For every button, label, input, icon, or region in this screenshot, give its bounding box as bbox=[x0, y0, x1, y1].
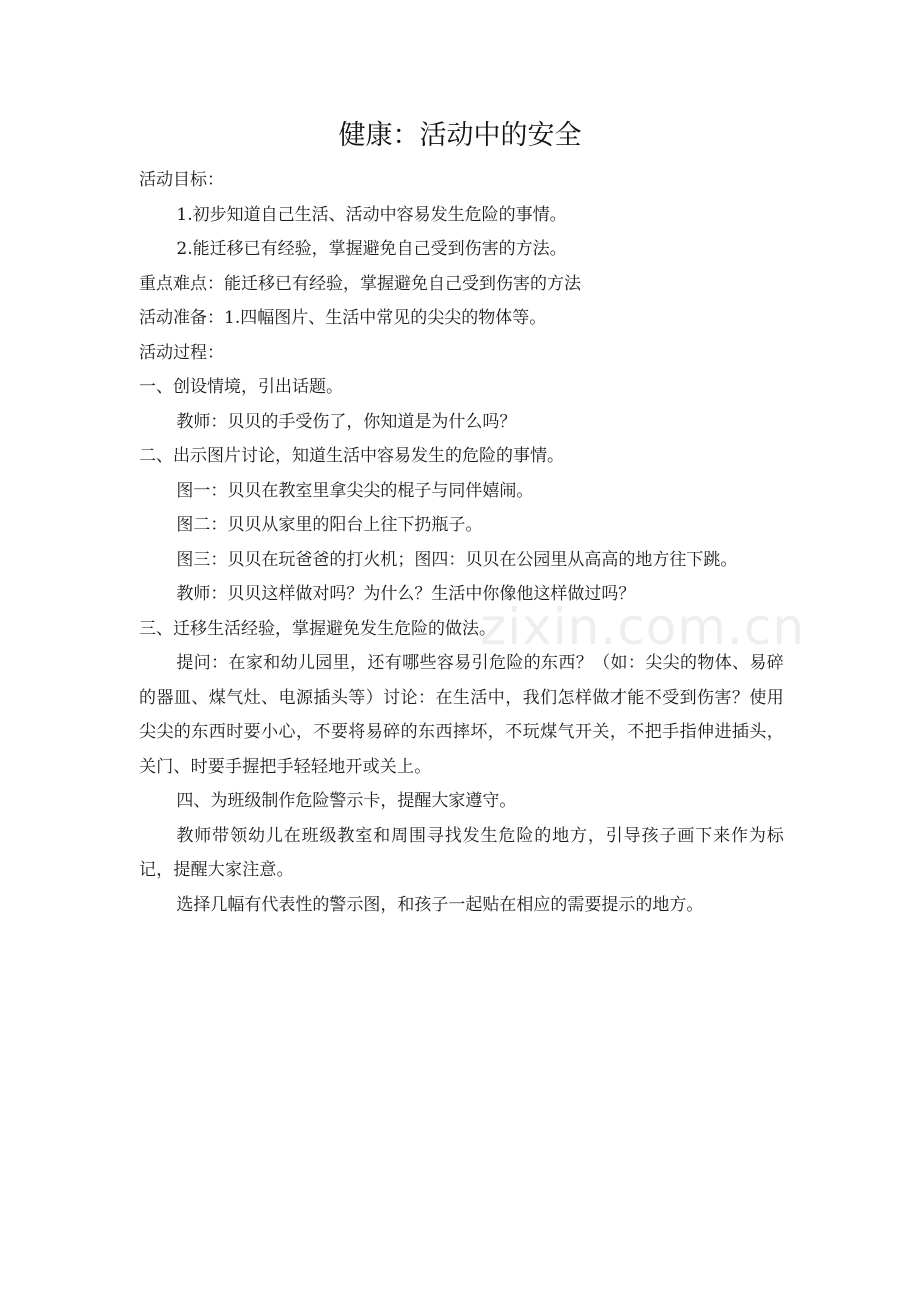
step-3-heading: 三、迁移生活经验，掌握避免发生危险的做法。 bbox=[139, 618, 496, 639]
key-difficulty: 重点难点：能迁移已有经验，掌握避免自己受到伤害的方法 bbox=[139, 273, 581, 294]
step-1-teacher: 教师：贝贝的手受伤了，你知道是为什么吗？ bbox=[176, 411, 517, 432]
step-3-question: 提问：在家和幼儿园里，还有哪些容易引危险的东西？（如：尖尖的物体、易碎的器皿、煤气灶、电源插头等）讨论：在生活中，我们怎样做才能不受到伤害？使用尖尖的东西时要小心，不要将易碎的东西摔坏，不玩煤气开关，不把手指伸进插头，关门、时要手握把手轻轻地开或关上。 bbox=[139, 653, 784, 777]
picture-1: 图一：贝贝在教室里拿尖尖的棍子与同伴嬉闹。 bbox=[176, 480, 534, 501]
goal-item-2: 2.能迁移已有经验，掌握避免自己受到伤害的方法。 bbox=[176, 239, 567, 259]
document-body bbox=[139, 163, 784, 922]
page-title: 健康：活动中的安全 bbox=[338, 120, 582, 151]
step-1-heading: 一、创设情境，引出话题。 bbox=[139, 377, 343, 397]
step-2-heading: 二、出示图片讨论，知道生活中容易发生的危险的事情。 bbox=[139, 446, 564, 466]
step-4-body: 教师带领幼儿在班级教室和周围寻找发生危险的地方，引导孩子画下来作为标记，提醒大家注意。 bbox=[139, 825, 784, 880]
watermark: zixin.com.cn bbox=[480, 598, 806, 656]
section-heading-goals: 活动目标： bbox=[139, 170, 224, 190]
preparation: 活动准备：1.四幅图片、生活中常见的尖尖的物体等。 bbox=[139, 308, 547, 328]
section-heading-process: 活动过程： bbox=[139, 342, 224, 363]
step-4-closing: 选择几幅有代表性的警示图，和孩子一起贴在相应的需要提示的地方。 bbox=[176, 894, 704, 915]
goal-item-1: 1.初步知道自己生活、活动中容易发生危险的事情。 bbox=[176, 204, 567, 225]
picture-3-4: 图三：贝贝在玩爸爸的打火机；图四：贝贝在公园里从高高的地方往下跳。 bbox=[176, 549, 738, 570]
step-4-heading: 四、为班级制作危险警示卡，提醒大家遵守。 bbox=[176, 791, 517, 811]
step-2-teacher: 教师：贝贝这样做对吗？为什么？生活中你像他这样做过吗？ bbox=[176, 584, 636, 604]
picture-2: 图二：贝贝从家里的阳台上往下扔瓶子。 bbox=[176, 515, 483, 535]
